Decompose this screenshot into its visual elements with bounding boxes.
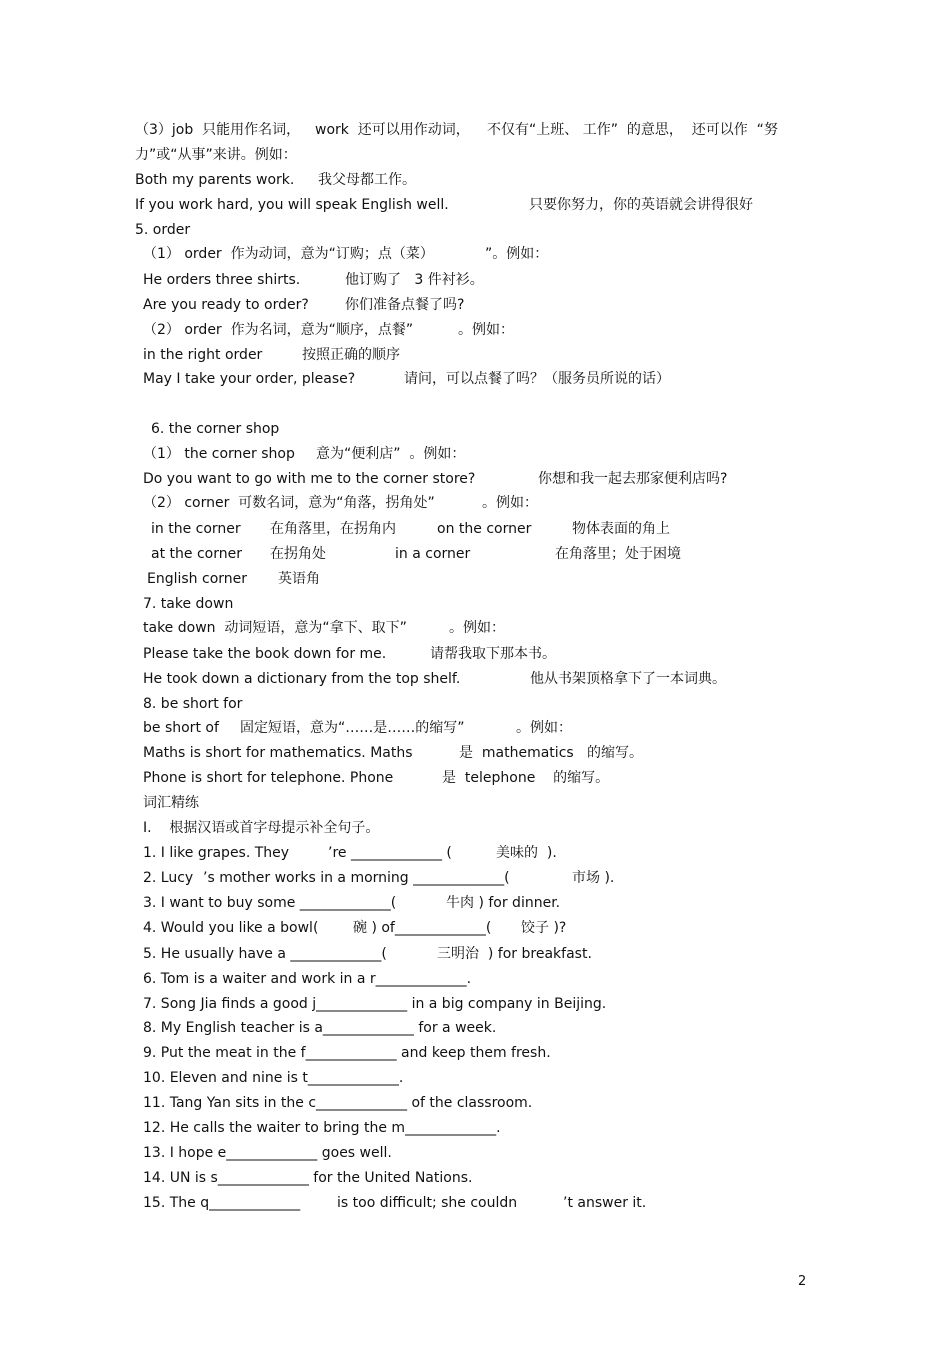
exercise-item: 13. I hope e_____________ goes well. (143, 1145, 392, 1161)
text-line: 。例如： (449, 620, 505, 636)
exercise-item: 10. Eleven and nine is t_____________. (143, 1070, 404, 1086)
text-line: 。例如： (458, 322, 514, 338)
text-line: 英语角 (278, 571, 320, 587)
exercise-item: 市场 ). (572, 870, 615, 886)
page-number: 2 (798, 1274, 807, 1289)
exercise-instruction: I. 根据汉语或首字母提示补全句子。 (143, 820, 380, 836)
text-line: Phone is short for telephone. Phone (143, 770, 394, 786)
text-line: 固定短语，意为“……是……的缩写” (240, 720, 465, 736)
text-line: 在拐角处 (270, 546, 326, 562)
text-line: 是 mathematics 的缩写。 (459, 745, 644, 761)
exercise-item: 11. Tang Yan sits in the c_____________ of the classroom. (143, 1095, 533, 1111)
text-line: 你想和我一起去那家便利店吗? (538, 471, 728, 487)
text-line: 你们准备点餐了吗? (345, 297, 465, 313)
text-line: Maths is short for mathematics. Maths (143, 745, 413, 761)
text-line: Do you want to go with me to the corner store? (143, 471, 476, 487)
text-line: English corner (147, 571, 248, 587)
exercise-item: 15. The q_____________ (143, 1195, 301, 1211)
text-line: He took down a dictionary from the top shelf. (143, 671, 461, 687)
exercise-item: 2. Lucy (143, 870, 194, 886)
text-line: in the right order (143, 347, 263, 363)
exercise-item: is too difficult; she couldn (337, 1195, 518, 1211)
exercise-item: ’t answer it. (563, 1195, 647, 1211)
text-line: at the corner (151, 546, 242, 562)
exercise-item: 4. Would you like a bowl( (143, 920, 319, 936)
text-line: （1） order 作为动词，意为“订购；点（菜） (143, 246, 434, 262)
exercise-item: 14. UN is s_____________ for the United Nations. (143, 1170, 473, 1186)
text-line: （3）job 只能用作名词， (135, 122, 301, 138)
exercise-item: 碗 ) of_____________( (353, 920, 492, 936)
text-line: on the corner (437, 521, 532, 537)
text-line: If you work hard, you will speak English well. (135, 197, 449, 213)
section-heading: 7. take down (143, 596, 234, 612)
exercise-item: 饺子 )? (521, 920, 567, 936)
exercise-item: 5. He usually have a _____________( (143, 946, 387, 962)
text-line: take down 动词短语，意为“拿下、取下” (143, 620, 407, 636)
text-line: in the corner (151, 521, 241, 537)
exercise-item: 牛肉 ) for dinner. (446, 895, 561, 911)
exercise-item: 6. Tom is a waiter and work in a r_____________. (143, 971, 472, 987)
text-line: May I take your order, please? (143, 371, 356, 387)
section-heading: 6. the corner shop (151, 421, 280, 437)
text-line: work 还可以用作动词， (315, 122, 470, 138)
text-line: 不仅有“上班、 工作” 的意思， 还可以作 “努 (487, 122, 778, 138)
text-line: 意为“便利店” 。例如： (316, 446, 466, 462)
text-line: 按照正确的顺序 (302, 347, 400, 363)
section-heading: 5. order (135, 222, 191, 238)
text-line: 物体表面的角上 (572, 521, 670, 537)
text-line: Are you ready to order? (143, 297, 309, 313)
exercise-item: 8. My English teacher is a_____________ for a week. (143, 1020, 497, 1036)
text-line: ”。例如： (485, 246, 549, 262)
exercise-item: 12. He calls the waiter to bring the m_____________. (143, 1120, 501, 1136)
exercise-item: 7. Song Jia finds a good j_____________ in a big company in Beijing. (143, 996, 607, 1012)
text-line: 请帮我取下那本书。 (430, 646, 556, 662)
exercise-item: 美味的 ). (496, 845, 557, 861)
text-line: 。例如： (516, 720, 572, 736)
text-line: 他订购了 3 件衬衫。 (345, 272, 484, 288)
text-line: Please take the book down for me. (143, 646, 387, 662)
text-line: 只要你努力，你的英语就会讲得很好 (529, 197, 753, 213)
text-line: 我父母都工作。 (318, 172, 416, 188)
text-line: 他从书架顶格拿下了一本词典。 (530, 671, 726, 687)
text-line: （1） the corner shop (143, 446, 295, 462)
text-line: 请问，可以点餐了吗？（服务员所说的话） (404, 371, 670, 387)
exercise-item: 三明治 ) for breakfast. (437, 946, 592, 962)
text-line: He orders three shirts. (143, 272, 301, 288)
text-line: 是 telephone 的缩写。 (442, 770, 610, 786)
text-line: in a corner (395, 546, 471, 562)
exercise-item: 3. I want to buy some _____________( (143, 895, 397, 911)
exercise-item: 1. I like grapes. They (143, 845, 290, 861)
exercise-item: ’s mother works in a morning _____________( (203, 870, 510, 886)
text-line: 在角落里，在拐角内 (270, 521, 396, 537)
exercise-item: ’re _____________ ( (328, 845, 452, 861)
text-line: （2） order 作为名词，意为“顺序，点餐” (143, 322, 414, 338)
text-line: 力”或“从事”来讲。例如： (135, 147, 297, 163)
text-line: 。例如： (482, 495, 538, 511)
text-line: be short of (143, 720, 219, 736)
exercise-item: 9. Put the meat in the f_____________ and keep them fresh. (143, 1045, 551, 1061)
exercise-heading: 词汇精练 (143, 795, 199, 811)
text-line: （2） corner 可数名词，意为“角落，拐角处” (143, 495, 435, 511)
text-line: Both my parents work. (135, 172, 295, 188)
text-line: 在角落里；处于困境 (555, 546, 681, 562)
section-heading: 8. be short for (143, 696, 243, 712)
